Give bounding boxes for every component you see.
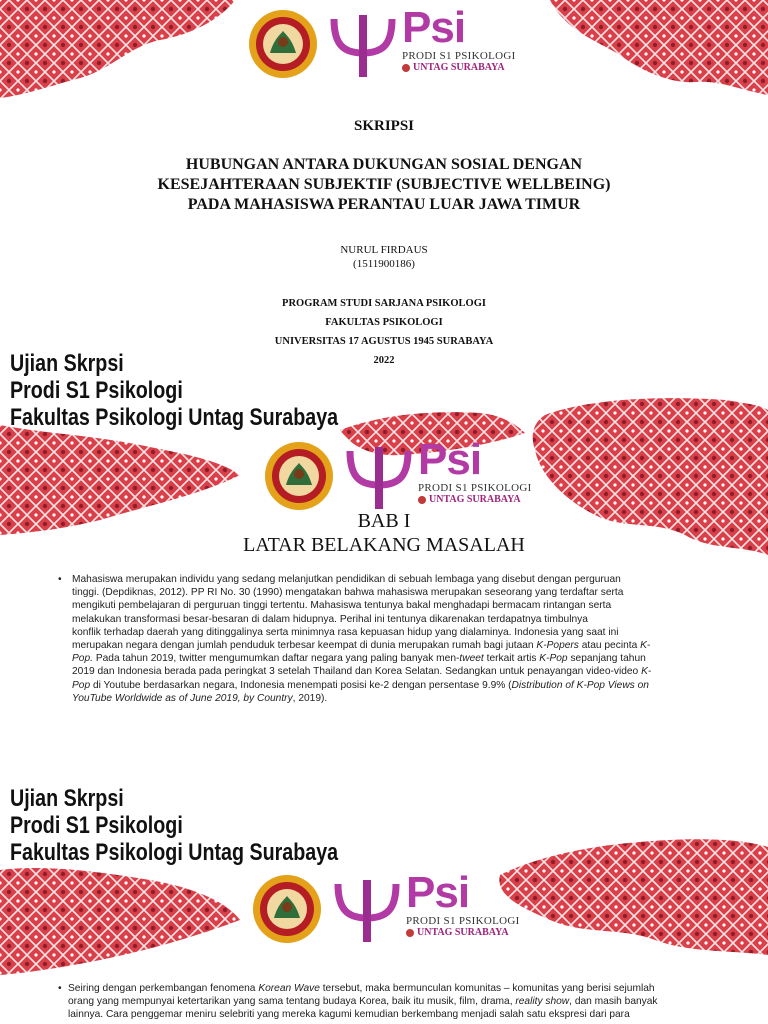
psi-wordmark: Psi [418,435,482,484]
header-logos-2 [264,435,532,511]
untag-dot-icon [402,64,410,72]
psi-logo [342,435,532,511]
thesis-title: HUBUNGAN ANTARA DUKUNGAN SOSIAL DENGAN KESEJAHTERAAN SUBJEKTIF (SUBJECTIVE WELLBEING) PADA MAHASISWA PERANTAU LUAR JAWA TIMUR [157,156,611,213]
psi-logo [326,3,516,79]
slide-cover [0,0,768,395]
batik-ornament-right [490,835,768,960]
author-block [0,243,768,271]
body-paragraph: • Seiring dengan perkembangan fenomena Korean Wave tersebut, maka bermunculan komunitas – komunitas yang berisi sejumlah orang yang mempunyai ketertarikan yang sama tentang budaya Korea, baik itu musik, film, drama, reality show, dan masih banyak lainnya. Cara penggemar meniru selebriti yang mereka kagumi kemudian berkembang menjadi salah satu ekspresi dari para [58,983,658,1021]
untag-dot-icon [406,929,414,937]
psi-subtitle-prodi: PRODI S1 PSIKOLOGI [418,482,532,494]
batik-ornament-top-right [520,0,768,100]
untag-seal-logo [264,441,334,511]
untag-seal-logo [248,9,318,79]
psi-symbol-icon [342,445,416,511]
slide-bab1 [0,395,768,775]
exam-caption-2: Ujian Skrpsi Prodi S1 Psikologi Fakultas Psikologi Untag Surabaya [10,785,339,866]
chapter-heading: BAB I LATAR BELAKANG MASALAH [243,510,525,556]
psi-subtitle-untag: UNTAG SURABAYA [406,927,520,938]
header-logos-3 [252,868,520,944]
psi-subtitle-prodi: PRODI S1 PSIKOLOGI [402,50,516,62]
bullet-icon: • [58,983,62,994]
body-paragraph: • Mahasiswa merupakan individu yang sedang melanjutkan pendidikan di sebuah lembaga yang disebut dengan perguruan tinggi. (Depdiknas, 2012). PP RI No. 30 (1990) mengatakan bahwa mahasiswa merupakan seseorang yang terdaftar serta mengikuti pembelajaran di perguruan tinggi tertentu. Mahasiswa tentunya bakal menghadapi bermacam rintangan serta melakukan transformasi besar-besaran di dalam hidupnya. Perihal ini tentunya dikarenakan terdapatnya timbulnya konflik terhadap daerah yang ditinggalinya serta minimnya rasa kepuasan hidup yang dialaminya. Indonesia yang saat ini merupakan negara dengan jumlah penduduk terbesar keempat di dunia merupakan rumah bagi jutaan K-Popers atau pecinta K- Pop. Pada tahun 2019, twitter mengumumkan daftar negara yang paling banyak men-tweet terkait artis K-Pop sepanjang tahun 2019 dan Indonesia berada pada peringkat 3 setelah Thailand dan Korea Selatan. Sedangkan untuk penayangan video-video K- Pop di Youtube berdasarkan negara, Indonesia menempati posisi ke-2 dengan persentase 9.9% (Distribution of K-Pop Views on YouTube Worldwide as of June 2019, by Country, 2019). [58,574,652,704]
untag-seal-logo [252,874,322,944]
batik-ornament-left [0,865,250,975]
psi-symbol-icon [330,878,404,944]
author-name: NURUL FIRDAUS [340,244,428,256]
bullet-icon: • [58,574,62,585]
exam-caption-1: Ujian Skrpsi Prodi S1 Psikologi Fakultas Psikologi Untag Surabaya [10,350,339,431]
psi-subtitle-untag: UNTAG SURABAYA [418,494,532,505]
doc-type-heading: SKRIPSI [353,118,415,134]
header-logos [248,3,516,79]
psi-wordmark: Psi [402,3,466,52]
author-nim: (1511900186) [353,258,415,270]
psi-subtitle-untag: UNTAG SURABAYA [402,62,516,73]
psi-logo [330,868,520,944]
psi-wordmark: Psi [406,868,470,917]
institution-block: PROGRAM STUDI SARJANA PSIKOLOGI FAKULTAS PSIKOLOGI UNIVERSITAS 17 AGUSTUS 1945 SURABAYA 2022 [274,298,494,366]
untag-dot-icon [418,496,426,504]
batik-ornament-top-left [0,0,250,100]
psi-subtitle-prodi: PRODI S1 PSIKOLOGI [406,915,520,927]
psi-symbol-icon [326,13,400,79]
